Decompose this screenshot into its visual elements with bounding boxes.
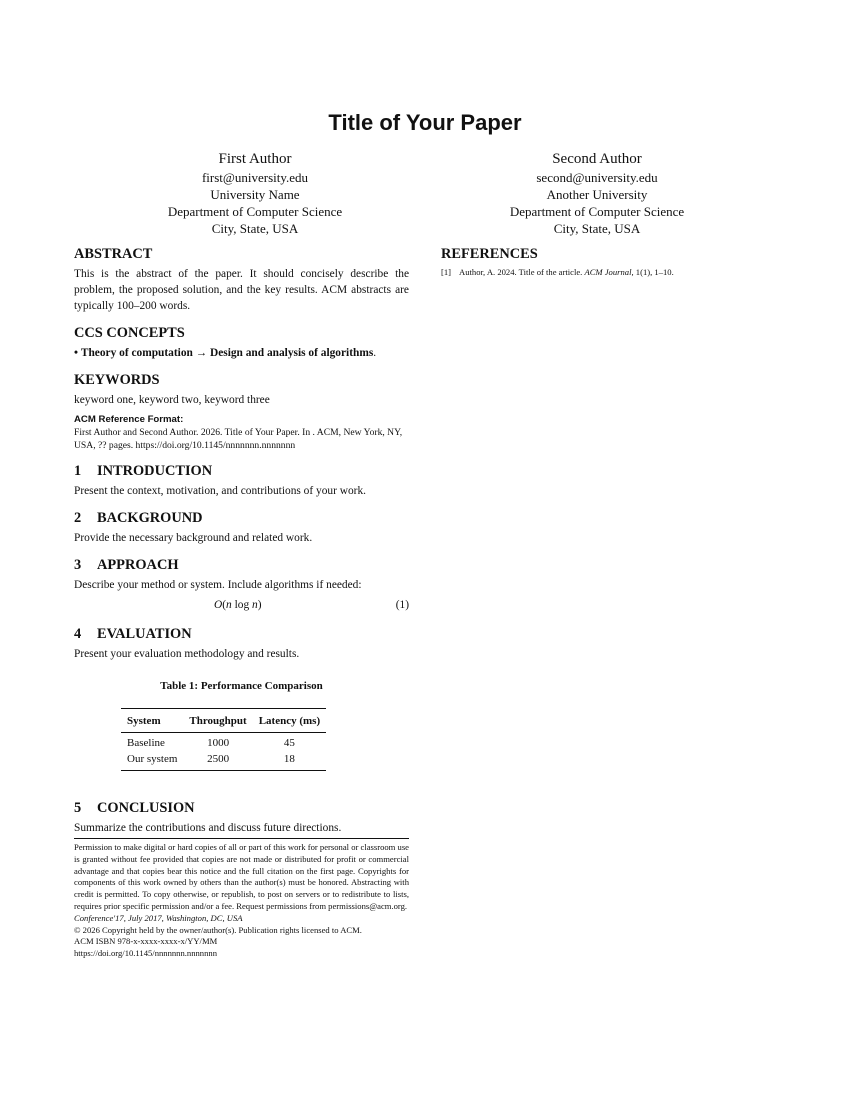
- section-text: Summarize the contributions and discuss future directions.: [74, 822, 342, 834]
- paper-title: Title of Your Paper: [328, 110, 522, 135]
- author-affiliation: Another University: [546, 187, 648, 202]
- conference-info: Conference'17, July 2017, Washington, DC, USA: [74, 912, 243, 923]
- reference-item: [441, 266, 777, 278]
- reference-volume: , 1(1), 1–10.: [631, 267, 674, 277]
- eq-close: ): [257, 599, 262, 611]
- copyright-line: © 2026 Copyright held by the owner/author(s). Publication rights licensed to ACM.: [74, 924, 362, 935]
- section-title: BACKGROUND: [97, 510, 203, 526]
- section-heading: [74, 556, 409, 574]
- ccs-bullet: •: [74, 347, 78, 359]
- table-cell: 18: [253, 751, 326, 771]
- keywords-text: keyword one, keyword two, keyword three: [74, 394, 270, 406]
- table-row: [121, 751, 326, 771]
- section-heading: [74, 462, 409, 480]
- table-cell: Our system: [121, 751, 183, 771]
- table-header-row: [121, 709, 326, 733]
- author-department: Department of Computer Science: [167, 204, 343, 219]
- ccs-concepts: [74, 345, 409, 361]
- equation-body: [214, 597, 262, 613]
- section-number: 4: [74, 626, 82, 642]
- author-department: Department of Computer Science: [509, 204, 685, 219]
- section-heading: [74, 509, 409, 527]
- isbn-line: ACM ISBN 978-x-xxxx-xxxx-x/YY/MM: [74, 936, 218, 947]
- reference-format-heading: ACM Reference Format:: [74, 414, 184, 425]
- reference-journal: ACM Journal: [584, 267, 632, 277]
- author-email: first@university.edu: [201, 170, 309, 185]
- section-title: CONCLUSION: [97, 800, 195, 816]
- eq-o: O: [214, 599, 223, 611]
- reference-text: [459, 266, 674, 278]
- keywords-heading: KEYWORDS: [74, 372, 160, 388]
- section-heading: [74, 625, 409, 643]
- ccs-subconcept: Design and analysis of algorithms: [209, 347, 374, 359]
- section-number: 1: [74, 463, 82, 479]
- table-header: System: [121, 709, 183, 733]
- reference-format-text: First Author and Second Author. 2026. Title of Your Paper. In . ACM, New York, NY, USA, ?? pages. https://doi.org/10.1145/nnnnnnn.nnnnnnn: [74, 427, 403, 451]
- permission-notice: Permission to make digital or hard copies of all or part of this work for personal or classroom use is granted without fee provided that copies are not made or distributed for profit or commercial advantage and that copies bear this notice and the full citation on the first page. Copyrights for components of this work owned by others than the author(s) must be honored. Abstracting with credit is permitted. To copy otherwise, or republish, to post on servers or to redistribute to lists, requires prior specific permission and/or a fee. Request permissions from permissions@acm.org.: [74, 842, 409, 911]
- section-title: INTRODUCTION: [97, 463, 213, 479]
- section-title: APPROACH: [97, 557, 179, 573]
- table-row: [121, 733, 326, 752]
- table-header: Throughput: [183, 709, 252, 733]
- footnote-divider: [74, 838, 409, 839]
- reference-authors-title: Author, A. 2024. Title of the article.: [459, 267, 585, 277]
- eq-log: log: [231, 599, 252, 611]
- ccs-arrow: →: [195, 347, 208, 359]
- author-email: second@university.edu: [536, 170, 658, 185]
- section-text: Provide the necessary background and related work.: [74, 532, 313, 544]
- section-title: EVALUATION: [97, 626, 192, 642]
- section-text: Present your evaluation methodology and results.: [74, 648, 300, 660]
- eq-n: n: [252, 599, 258, 611]
- performance-table: [121, 708, 326, 771]
- table-cell: 45: [283, 737, 295, 749]
- ccs-concept: Theory of computation: [80, 347, 193, 359]
- copyright-footnote: [74, 842, 409, 960]
- author-affiliation: University Name: [210, 187, 300, 202]
- eq-open: (: [222, 599, 227, 611]
- section-text: Describe your method or system. Include algorithms if needed:: [74, 579, 362, 591]
- section-number: 2: [74, 510, 82, 526]
- author-location: City, State, USA: [211, 221, 299, 236]
- equation-number: (1): [395, 599, 409, 611]
- section-text: Present the context, motivation, and contributions of your work.: [74, 485, 366, 497]
- abstract-heading: ABSTRACT: [74, 246, 153, 262]
- ccs-heading: CCS CONCEPTS: [74, 325, 185, 341]
- equation: [74, 597, 409, 615]
- left-column: [74, 245, 409, 960]
- abstract-text: This is the abstract of the paper. It should concisely describe the problem, the proposed solution, and the key results. ACM abstracts are typically 100–200 words.: [74, 268, 409, 312]
- author-name: Second Author: [552, 151, 642, 167]
- table-cell: 2500: [183, 751, 252, 771]
- references-heading: REFERENCES: [441, 246, 538, 262]
- table-header: Latency (ms): [253, 709, 326, 733]
- section-number: 3: [74, 557, 82, 573]
- section-heading: [74, 799, 409, 817]
- author-block-2: [447, 150, 747, 237]
- author-location: City, State, USA: [553, 221, 641, 236]
- section-number: 5: [74, 800, 82, 816]
- table-cell: 1000: [207, 737, 230, 749]
- author-block-1: [105, 150, 405, 237]
- author-name: First Author: [218, 151, 292, 167]
- reference-label: [1]: [441, 267, 452, 277]
- doi-line: https://doi.org/10.1145/nnnnnnn.nnnnnnn: [74, 948, 217, 959]
- table-caption: Table 1: Performance Comparison: [160, 680, 323, 692]
- right-column: [441, 245, 777, 278]
- ccs-period: .: [373, 347, 377, 359]
- table-cell: Baseline: [127, 737, 165, 749]
- eq-n: n: [226, 599, 232, 611]
